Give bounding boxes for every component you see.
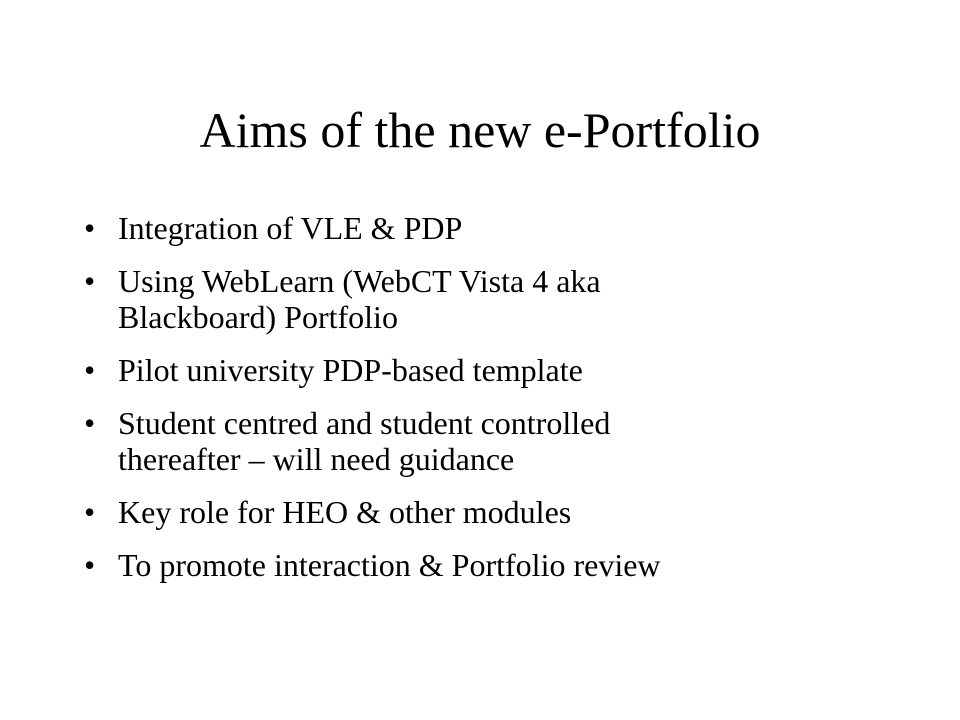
bullet-text: Pilot university PDP-based template <box>118 352 583 388</box>
bullet-text: Student centred and student controlled thereafter – will need guidance <box>118 405 611 477</box>
bullet-icon: • <box>84 494 96 530</box>
bullet-text: Key role for HEO & other modules <box>118 494 572 530</box>
bullet-item <box>84 263 884 335</box>
bullet-item <box>84 352 884 388</box>
bullet-icon: • <box>84 210 96 246</box>
bullet-text: Integration of VLE & PDP <box>118 210 463 246</box>
bullet-icon: • <box>84 547 96 583</box>
bullet-item <box>84 405 884 477</box>
bullet-icon: • <box>84 263 96 299</box>
bullet-text: Using WebLearn (WebCT Vista 4 aka Blackboard) Portfolio <box>118 263 601 335</box>
bullet-item <box>84 547 884 583</box>
bullet-item <box>84 494 884 530</box>
bullet-icon: • <box>84 405 96 441</box>
slide-title: Aims of the new e-Portfolio <box>199 102 761 158</box>
bullet-list <box>84 210 884 600</box>
bullet-icon: • <box>84 352 96 388</box>
bullet-text: To promote interaction & Portfolio review <box>118 547 661 583</box>
bullet-item <box>84 210 884 246</box>
